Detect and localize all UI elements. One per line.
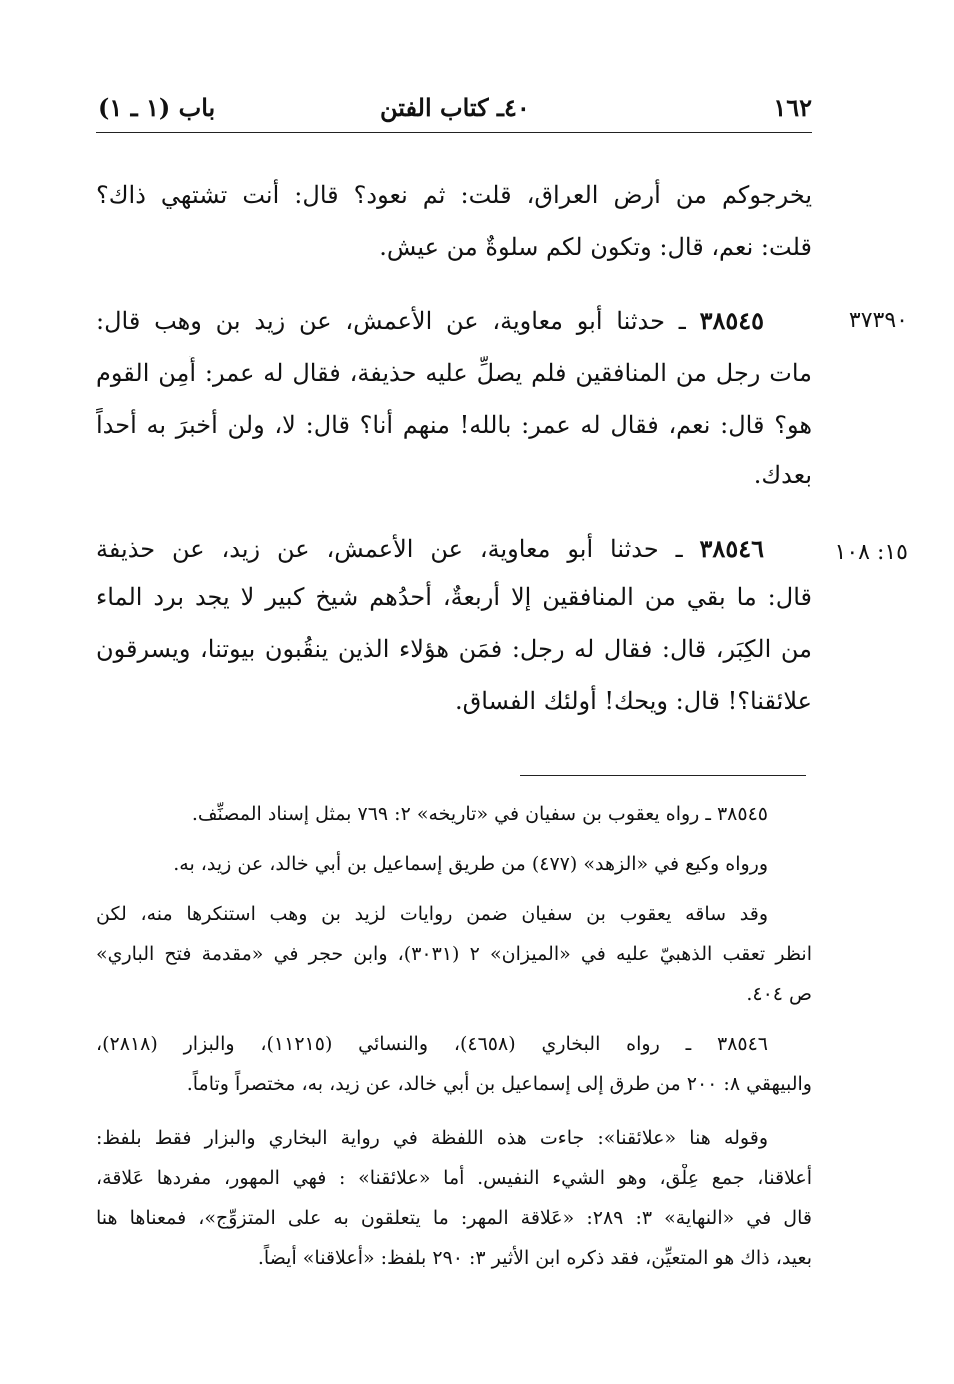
header-rule	[96, 132, 812, 133]
margin-reference-number: ٣٧٣٩٠	[848, 308, 908, 333]
hadith-text: ـ حدثنا أبو معاوية، عن الأعمش، عن زيد بن وهب قال:	[96, 307, 686, 335]
footnote-line: وقوله هنا «علائقنا»: جاءت هذه اللفظة في رواية البخاري والبزار فقط بلفظ:	[96, 1127, 768, 1149]
footnote-line: ٣٨٥٤٥ ـ رواه يعقوب بن سفيان في «تاريخه» ٢: ٧٦٩ بمثل إسناد المصنِّف.	[191, 803, 768, 825]
hadith-line: من الكِبَر، قال: فقال له رجل: فمَن هؤلاء الذين ينقُبون بيوتنا، ويسرقون	[96, 635, 812, 663]
hadith-line: بعدك.	[753, 461, 812, 489]
continuation-line: قلت: نعم، قال: وتكون لكم سلوةٌ من عيش.	[379, 233, 812, 261]
hadith-first-line	[96, 532, 812, 566]
footnote-line: قال في «النهاية» ٣: ٢٨٩: «عَلاقة المهر: ما يتعلقون به على المتزوِّج»، فمعناها هنا	[96, 1207, 812, 1229]
continuation-line: يخرجوكم من أرض العراق، قلت: ثم نعود؟ قال: أنت تشتهي ذاك؟	[96, 181, 812, 209]
footnote-line: انظر تعقب الذهبيّ عليه في «الميزان» ٢ (٣٠٣١)، وابن حجر في «مقدمة فتح الباري»	[96, 943, 812, 965]
hadith-line: هو؟ قال: نعم، فقال له عمر: بالله! منهم أنا؟ قال: لا، ولن أخبرَ به أحداً	[96, 411, 812, 439]
footnote-line: ٣٨٥٤٦ ـ رواه البخاري (٤٦٥٨)، والنسائي (١١٢١٥)، والبزار (٢٨١٨)،	[96, 1033, 769, 1055]
hadith-line: مات رجل من المنافقين فلم يصلِّ عليه حذيفة، فقال له عمر: أَمِن القوم	[96, 359, 812, 387]
chapter-heading: باب (١ ـ ١)	[98, 93, 216, 122]
footnote-rule	[520, 775, 806, 776]
hadith-number: ٣٨٥٤٥	[699, 306, 765, 335]
hadith-line: علائقنا؟! قال: ويحك! أولئك الفساق.	[455, 687, 812, 715]
footnote-line: والبيهقي ٨: ٢٠٠ من طرق إلى إسماعيل بن أبي خالد، عن زيد، به، مختصراً وتاماً.	[186, 1073, 812, 1095]
hadith-line: قال: ما بقي من المنافقين إلا أربعةٌ، أحدُهم شيخ كبير لا يجد برد الماء	[96, 583, 812, 611]
footnote-line: بعيد، ذاك هو المتعيِّن، فقد ذكره ابن الأثير ٣: ٢٩٠ بلفظ: «أعلاقنا» أيضاً.	[257, 1247, 812, 1269]
footnote-line: ورواه وكيع في «الزهد» (٤٧٧) من طريق إسماعيل بن أبي خالد، عن زيد، به.	[173, 853, 768, 875]
footnote-line: وقد ساقه يعقوب بن سفيان ضمن روايات لزيد بن وهب استنكرها منه، لكن	[96, 903, 768, 925]
margin-reference-number: ١٥: ١٠٨	[834, 540, 908, 565]
book-title: ٤٠ـ كتاب الفتن	[380, 93, 530, 122]
hadith-text: ـ حدثنا أبو معاوية، عن الأعمش، عن زيد، عن حذيفة	[96, 535, 683, 563]
hadith-first-line	[96, 304, 812, 338]
footnote-line: ص ٤٠٤.	[746, 983, 812, 1005]
footnote-line: أعلاقنا، جمع عِلْق، وهو الشيء النفيس. أما «علائقنا» : فهي المهور، مفردها عَلاقة،	[96, 1167, 812, 1189]
page-number: ١٦٢	[773, 93, 812, 122]
hadith-number: ٣٨٥٤٦	[699, 534, 764, 563]
